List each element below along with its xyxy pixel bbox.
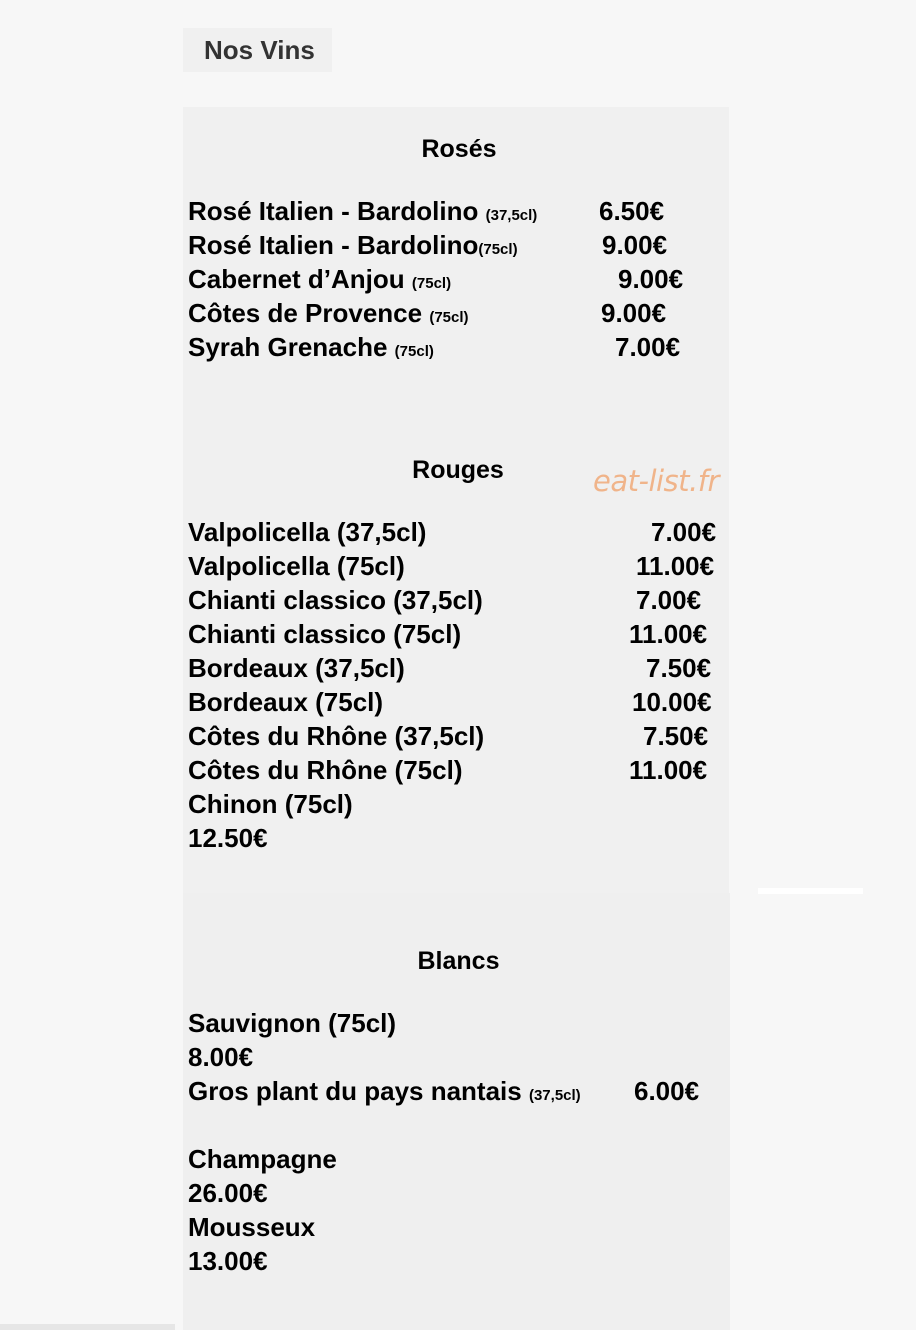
wine-item: Côtes du Rhône (75cl) (188, 755, 463, 785)
divider (758, 888, 863, 894)
wine-price: 10.00€ (632, 687, 712, 717)
wine-price: 13.00€ (188, 1246, 268, 1276)
wine-price: 7.00€ (651, 517, 717, 547)
wine-item: Champagne (188, 1144, 337, 1174)
wine-name: Rosé Italien - Bardolino (188, 230, 479, 260)
wine-item (188, 1076, 581, 1111)
wine-size: (75cl) (478, 241, 518, 258)
wine-item: Chianti classico (37,5cl) (188, 585, 483, 615)
wine-size: (37,5cl) (528, 1087, 581, 1104)
wine-size: (75cl) (411, 275, 452, 292)
wine-price: 8.00€ (188, 1042, 254, 1072)
wine-item: Chinon (75cl) (188, 789, 353, 819)
wine-name: Côtes de Provence (188, 298, 423, 328)
tab-nos-vins[interactable] (183, 28, 332, 72)
page-corner (0, 1324, 175, 1330)
wine-item: Mousseux (188, 1212, 316, 1242)
section-title-blancs: Blancs (417, 947, 500, 975)
wine-size: (75cl) (429, 309, 469, 326)
wine-name: Cabernet d’Anjou (188, 264, 405, 294)
wine-item: Valpolicella (37,5cl) (188, 517, 427, 547)
section-title-rouges: Rouges (412, 456, 504, 484)
watermark: eat-list.fr (593, 464, 719, 498)
wine-price: 7.00€ (636, 585, 702, 615)
wine-price: 26.00€ (188, 1178, 268, 1208)
wine-price: 11.00€ (636, 551, 715, 581)
wine-name: Rosé Italien - Bardolino (188, 196, 479, 226)
wine-name: Syrah Grenache (188, 332, 388, 362)
wine-price: 11.00€ (629, 619, 708, 649)
wine-price: 9.00€ (601, 298, 667, 328)
wine-price: 9.00€ (602, 230, 668, 260)
wine-item (188, 298, 469, 333)
wine-item (188, 196, 537, 231)
wine-price: 9.00€ (618, 264, 684, 294)
wine-item: Sauvignon (75cl) (188, 1008, 397, 1038)
wine-size: (37,5cl) (485, 207, 538, 224)
wine-item (188, 332, 434, 367)
wine-item: Bordeaux (37,5cl) (188, 653, 405, 683)
wine-size: (75cl) (394, 343, 434, 360)
wine-item: Côtes du Rhône (37,5cl) (188, 721, 485, 751)
wine-item (188, 230, 518, 265)
wine-price: 6.00€ (634, 1076, 700, 1106)
wine-item: Valpolicella (75cl) (188, 551, 405, 581)
wine-price: 7.50€ (646, 653, 712, 683)
wine-item (188, 264, 451, 299)
wine-price: 11.00€ (629, 755, 708, 785)
wine-item: Chianti classico (75cl) (188, 619, 462, 649)
wine-price: 7.50€ (643, 721, 709, 751)
wine-price: 12.50€ (188, 823, 268, 853)
wine-price: 7.00€ (615, 332, 681, 362)
wine-price: 6.50€ (599, 196, 665, 226)
wine-name: Gros plant du pays nantais (188, 1076, 522, 1106)
section-title-roses: Rosés (421, 135, 497, 163)
tab-label: Nos Vins (204, 34, 315, 65)
wine-item: Bordeaux (75cl) (188, 687, 384, 717)
